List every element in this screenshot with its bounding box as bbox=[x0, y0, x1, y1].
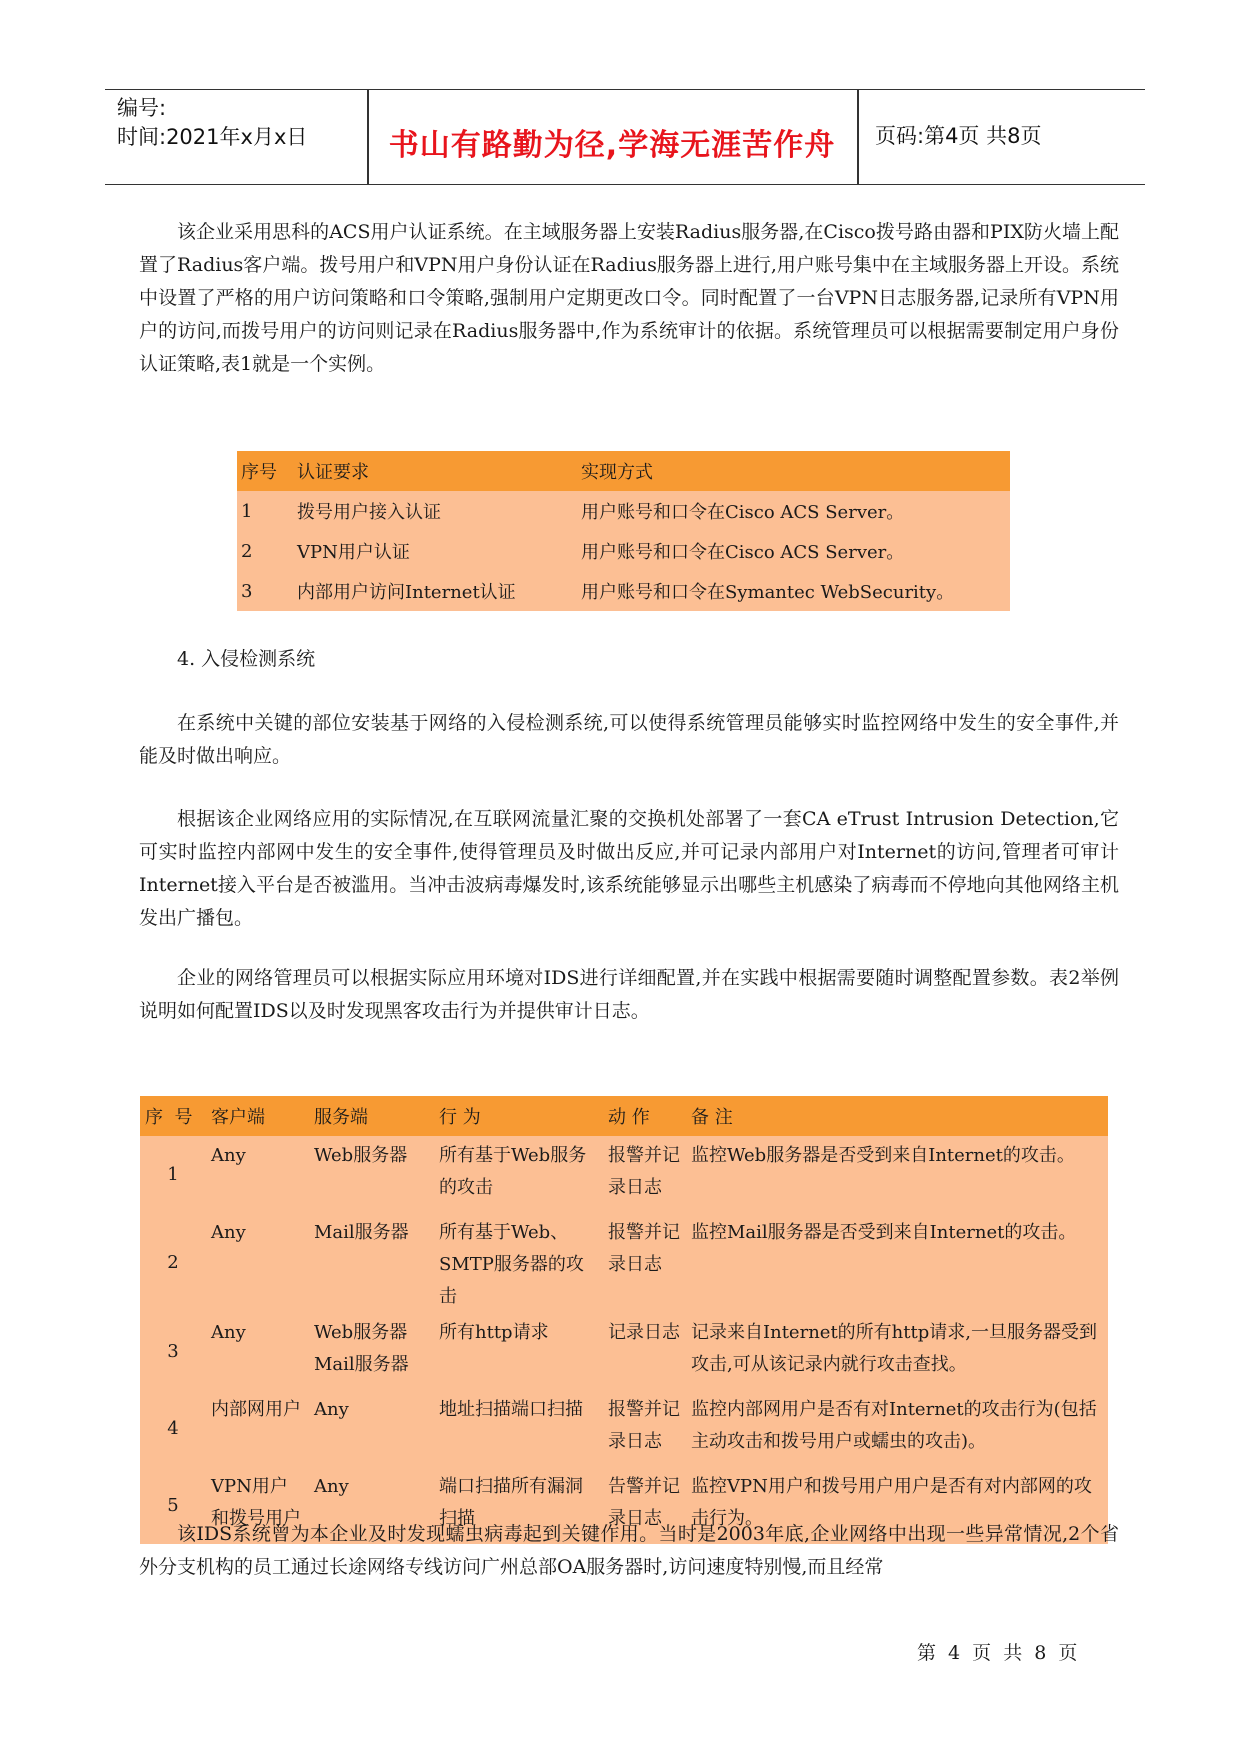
table-row bbox=[237, 571, 1010, 611]
column-header: 备 注 bbox=[686, 1096, 1108, 1136]
table-cell: 1 bbox=[140, 1136, 206, 1213]
table-cell: Mail服务器 bbox=[309, 1213, 434, 1313]
table-cell: 报警并记录日志 bbox=[603, 1213, 686, 1313]
table-header-row bbox=[237, 451, 1010, 491]
table-cell: 所有http请求 bbox=[434, 1313, 603, 1390]
table-header-row bbox=[140, 1096, 1108, 1136]
table-cell: 用户账号和口令在Symantec WebSecurity。 bbox=[577, 571, 1010, 611]
table-cell: 用户账号和口令在Cisco ACS Server。 bbox=[577, 531, 1010, 571]
table-cell: 地址扫描端口扫描 bbox=[434, 1390, 603, 1467]
column-header: 客户端 bbox=[206, 1096, 309, 1136]
header-motto: 书山有路勤为径,学海无涯苦作舟 bbox=[388, 128, 836, 163]
table-row bbox=[140, 1390, 1108, 1467]
header-page-label: 页码:第4页 共8页 bbox=[875, 124, 1042, 148]
table-cell: 内部用户访问Internet认证 bbox=[293, 571, 577, 611]
page-header bbox=[105, 89, 1145, 185]
paragraph-acs: 该企业采用思科的ACS用户认证系统。在主域服务器上安装Radius服务器,在Cisco拨号路由器和PIX防火墙上配置了Radius客户端。拨号用户和VPN用户身份认证在Radius服务器上进行,用户账号集中在主域服务器上开设。系统中设置了严格的用户访问策略和口令策略,强制用户定期更改口令。同时配置了一台VPN日志服务器,记录所有VPN用户的访问,而拨号用户的访问则记录在Radius服务器中,作为系统审计的依据。系统管理员可以根据需要制定用户身份认证策略,表1就是一个实例。 bbox=[139, 221, 1119, 375]
table-cell: 2 bbox=[140, 1213, 206, 1313]
column-header: 认证要求 bbox=[293, 451, 577, 491]
header-meta bbox=[117, 94, 307, 152]
column-header: 序 号 bbox=[140, 1096, 206, 1136]
table-cell: 监控Mail服务器是否受到来自Internet的攻击。 bbox=[686, 1213, 1108, 1313]
column-header: 序号 bbox=[237, 451, 293, 491]
table-cell: Any bbox=[206, 1313, 309, 1390]
table-cell: 拨号用户接入认证 bbox=[293, 491, 577, 531]
auth-policy-table bbox=[237, 451, 1010, 611]
section-heading-ids: 4. 入侵检测系统 bbox=[177, 648, 316, 670]
table-cell: 2 bbox=[237, 531, 293, 571]
table-cell: VPN用户认证 bbox=[293, 531, 577, 571]
table-cell: Web服务器 bbox=[309, 1136, 434, 1213]
table-cell: 监控内部网用户是否有对Internet的攻击行为(包括主动攻击和拨号用户或蠕虫的攻击)。 bbox=[686, 1390, 1108, 1467]
table-cell: 3 bbox=[237, 571, 293, 611]
paragraph-ids-deployment: 根据该企业网络应用的实际情况,在互联网流量汇聚的交换机处部署了一套CA eTrust Intrusion Detection,它可实时监控内部网中发生的安全事件,使得管理员及时做出反应,并可记录内部用户对Internet的访问,管理者可审计Internet接入平台是否被滥用。当冲击波病毒爆发时,该系统能够显示出哪些主机感染了病毒而不停地向其他网络主机发出广播包。 bbox=[139, 808, 1119, 929]
table-cell: Web服务器 Mail服务器 bbox=[309, 1313, 434, 1390]
column-header: 动 作 bbox=[603, 1096, 686, 1136]
table-cell: 所有基于Web服务的攻击 bbox=[434, 1136, 603, 1213]
paragraph-ids-config: 企业的网络管理员可以根据实际应用环境对IDS进行详细配置,并在实践中根据需要随时调整配置参数。表2举例说明如何配置IDS以及时发现黑客攻击行为并提供审计日志。 bbox=[139, 967, 1119, 1022]
page-footer: 第 4 页 共 8 页 bbox=[917, 1642, 1078, 1664]
table-cell: Any bbox=[206, 1213, 309, 1313]
table-cell: Any bbox=[309, 1467, 434, 1544]
paragraph-worm-incident: 该IDS系统曾为本企业及时发现蠕虫病毒起到关键作用。当时是2003年底,企业网络中出现一些异常情况,2个省外分支机构的员工通过长途网络专线访问广州总部OA服务器时,访问速度特别慢,而且经常 bbox=[139, 1523, 1119, 1578]
table-cell: 监控Web服务器是否受到来自Internet的攻击。 bbox=[686, 1136, 1108, 1213]
serial-label: 编号: bbox=[117, 96, 167, 120]
table-cell: 报警并记录日志 bbox=[603, 1390, 686, 1467]
column-header: 实现方式 bbox=[577, 451, 1010, 491]
table-cell: 告警并记录日志 bbox=[603, 1467, 686, 1544]
table-cell: 记录来自Internet的所有http请求,一旦服务器受到攻击,可从该记录内就行攻击查找。 bbox=[686, 1313, 1108, 1390]
table-cell: Any bbox=[309, 1390, 434, 1467]
table-row bbox=[140, 1313, 1108, 1390]
column-header: 服务端 bbox=[309, 1096, 434, 1136]
table-cell: 监控VPN用户和拨号用户用户是否有对内部网的攻击行为。 bbox=[686, 1467, 1108, 1544]
table-cell: 内部网用户 bbox=[206, 1390, 309, 1467]
table-cell: 报警并记录日志 bbox=[603, 1136, 686, 1213]
table-cell: 4 bbox=[140, 1390, 206, 1467]
table-cell: 记录日志 bbox=[603, 1313, 686, 1390]
time-label: 时间:2021年x月x日 bbox=[117, 125, 308, 149]
table-cell: 3 bbox=[140, 1313, 206, 1390]
table-row bbox=[237, 491, 1010, 531]
table-row bbox=[140, 1136, 1108, 1213]
table-cell: 5 bbox=[140, 1467, 206, 1544]
column-header: 行 为 bbox=[434, 1096, 603, 1136]
table-cell: 所有基于Web、SMTP服务器的攻击 bbox=[434, 1213, 603, 1313]
table-cell: 用户账号和口令在Cisco ACS Server。 bbox=[577, 491, 1010, 531]
table-row bbox=[237, 531, 1010, 571]
paragraph-ids-intro: 在系统中关键的部位安装基于网络的入侵检测系统,可以使得系统管理员能够实时监控网络中发生的安全事件,并能及时做出响应。 bbox=[139, 712, 1119, 767]
header-divider-right bbox=[857, 90, 859, 184]
table-cell: 1 bbox=[237, 491, 293, 531]
table-row bbox=[140, 1213, 1108, 1313]
ids-config-table bbox=[140, 1096, 1108, 1544]
table-cell: 端口扫描所有漏洞扫描 bbox=[434, 1467, 603, 1544]
table-cell: Any bbox=[206, 1136, 309, 1213]
table-cell: VPN用户和拨号用户 bbox=[206, 1467, 309, 1544]
